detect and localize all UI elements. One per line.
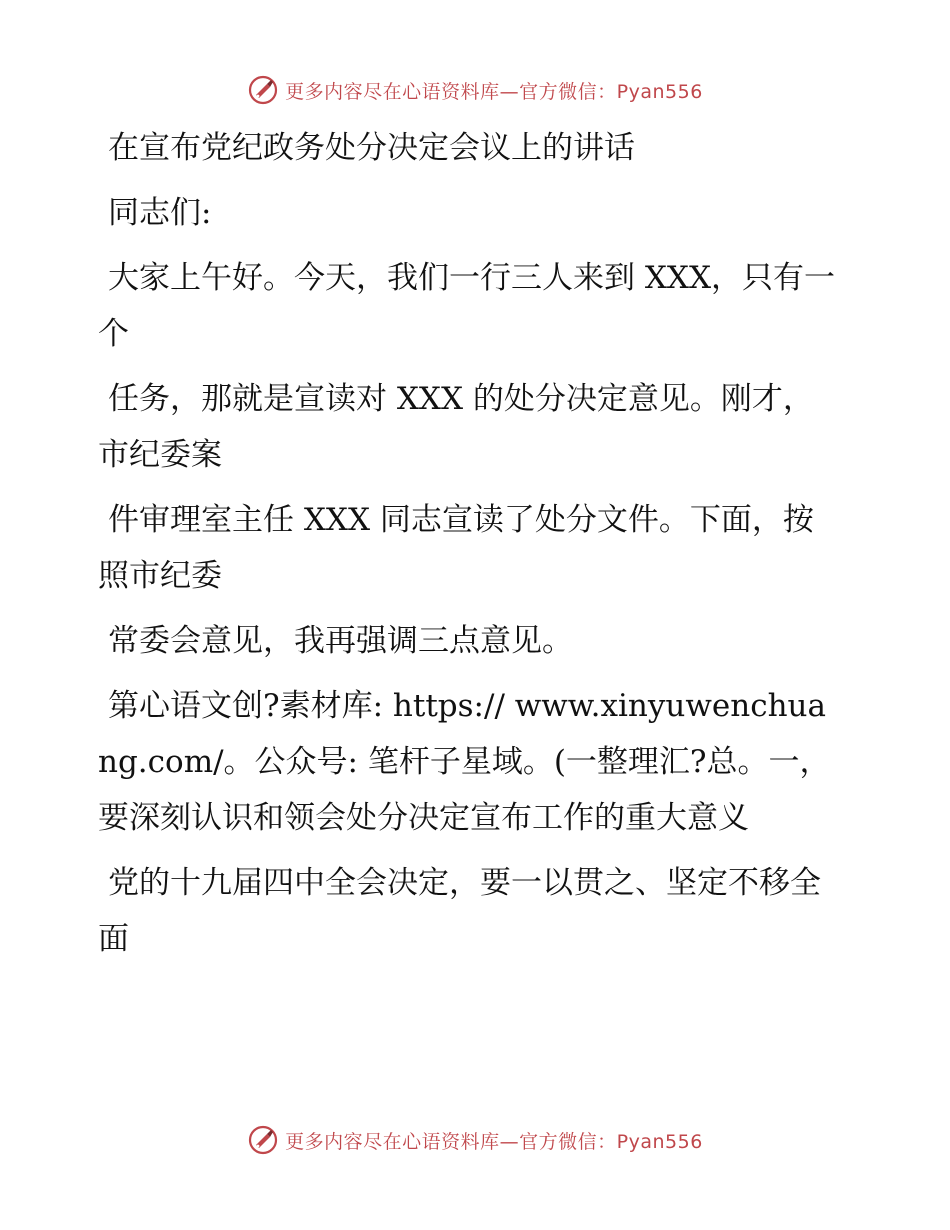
paragraph: 任务，那就是宣读对 XXX 的处分决定意见。刚才，市纪委案 [98, 381, 814, 473]
paragraph: 大家上午好。今天，我们一行三人来到 XXX，只有一个 [98, 260, 836, 352]
wechat-handle: Pyan556 [616, 1130, 703, 1153]
paragraph: 同志们: [108, 195, 212, 231]
document-title: 在宣布党纪政务处分决定会议上的讲话 [108, 130, 635, 166]
banner-text: 更多内容尽在心语资料库—官方微信：Pyan556 [285, 80, 703, 103]
paragraph: 常委会意见，我再强调三点意见。 [108, 623, 573, 659]
paragraph: 党的十九届四中全会决定，要一以贯之、坚定不移全面 [98, 865, 821, 957]
pen-nib-logo-icon [247, 74, 279, 106]
wechat-handle: Pyan556 [616, 80, 703, 103]
banner-text: 更多内容尽在心语资料库—官方微信：Pyan556 [285, 1130, 703, 1153]
pen-nib-logo-icon [247, 1124, 279, 1156]
header-banner [0, 70, 950, 110]
paragraph: 第心语文创?素材库: https:// www.xinyuwenchuang.com/。公众号: 笔杆子星域。(一整理汇?总。一，要深刻认识和领会处分决定宣布工作的重大意义 [98, 688, 831, 836]
footer-banner-content [247, 1124, 703, 1156]
header-banner-content [247, 74, 703, 106]
paragraph: 件审理室主任 XXX 同志宣读了处分文件。下面，按照市纪委 [98, 502, 814, 594]
document-body [98, 120, 838, 976]
footer-banner [0, 1120, 950, 1160]
